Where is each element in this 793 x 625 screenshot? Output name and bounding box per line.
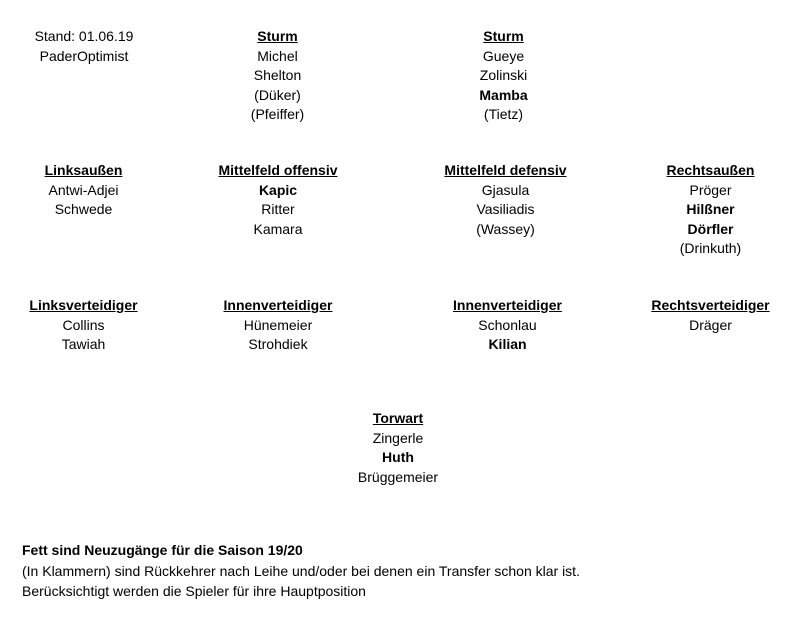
player-name: Schonlau	[478, 316, 537, 333]
player-name: Zolinski	[479, 67, 528, 84]
position-title: Innenverteidiger	[453, 297, 562, 313]
player-name: Strohdiek	[248, 336, 308, 353]
legend-bold-note: Fett sind Neuzugänge für die Saison 19/20	[22, 542, 303, 558]
player-name: (Tietz)	[483, 106, 524, 123]
player-name: Mamba	[479, 86, 528, 103]
player-name: Huth	[382, 449, 414, 466]
player-list	[6, 181, 161, 220]
player-list	[198, 181, 358, 240]
position-title: Rechtsverteidiger	[651, 297, 770, 313]
player-name: Antwi-Adjei	[48, 181, 119, 198]
position-block-mittelfeld-offensiv	[198, 161, 358, 239]
position-title: Sturm	[483, 28, 524, 44]
player-name: Hilßner	[686, 201, 735, 218]
position-title: Rechtsaußen	[666, 162, 755, 178]
stand-date: Stand: 01.06.19	[34, 28, 134, 44]
player-name: Kilian	[488, 336, 527, 353]
player-name: Schwede	[54, 201, 113, 218]
player-name: Kamara	[253, 220, 303, 237]
player-name: Dörfler	[687, 220, 734, 237]
position-title: Linksverteidiger	[29, 297, 138, 313]
legend	[22, 540, 762, 602]
player-list	[6, 316, 161, 355]
player-name: Dräger	[689, 316, 732, 333]
position-block-mittelfeld-defensiv	[423, 161, 588, 239]
position-block-innenverteidiger-rechts	[425, 296, 590, 355]
player-list	[200, 47, 355, 125]
position-title: Innenverteidiger	[223, 297, 333, 313]
player-list	[425, 316, 590, 355]
position-title: Torwart	[372, 410, 424, 426]
player-name: Gueye	[482, 47, 525, 64]
player-name: Collins	[62, 316, 105, 333]
player-name: Kapic	[258, 181, 298, 198]
position-title: Mittelfeld defensiv	[444, 162, 567, 178]
player-list	[198, 316, 358, 355]
legend-brackets-note: (In Klammern) sind Rückkehrer nach Leihe und/oder bei denen ein Transfer schon klar ist.	[22, 562, 580, 579]
position-title: Linksaußen	[44, 162, 123, 178]
player-name: Vasiliadis	[476, 201, 535, 218]
legend-position-note: Berücksichtigt werden die Spieler für ihre Hauptposition	[22, 583, 366, 600]
player-name: Pröger	[689, 181, 732, 198]
player-name: (Pfeiffer)	[250, 106, 305, 123]
player-list	[318, 429, 478, 488]
player-list	[628, 181, 793, 259]
player-name: Shelton	[253, 67, 302, 84]
player-name: Hünemeier	[243, 316, 313, 333]
stand-block	[8, 27, 160, 66]
player-name: Zingerle	[372, 429, 424, 446]
player-list	[628, 316, 793, 336]
player-name: Michel	[257, 47, 298, 64]
position-block-sturm-left	[200, 27, 355, 125]
position-block-sturm-right	[425, 27, 582, 125]
position-block-rechtsverteidiger	[628, 296, 793, 335]
player-list	[425, 47, 582, 125]
player-name: (Drinkuth)	[679, 240, 742, 257]
player-name: Ritter	[261, 201, 295, 218]
position-block-torwart	[318, 409, 478, 487]
position-block-rechtsaussen	[628, 161, 793, 259]
position-title: Mittelfeld offensiv	[218, 162, 338, 178]
player-name: Brüggemeier	[357, 468, 439, 485]
source-name: PaderOptimist	[39, 47, 129, 64]
player-name: (Düker)	[254, 86, 301, 103]
player-list	[423, 181, 588, 240]
player-name: (Wassey)	[476, 220, 535, 237]
position-title: Sturm	[257, 28, 298, 44]
position-block-innenverteidiger-links	[198, 296, 358, 355]
position-block-linksverteidiger	[6, 296, 161, 355]
player-name: Tawiah	[61, 336, 106, 353]
player-name: Gjasula	[481, 181, 530, 198]
position-block-linksaussen	[6, 161, 161, 220]
